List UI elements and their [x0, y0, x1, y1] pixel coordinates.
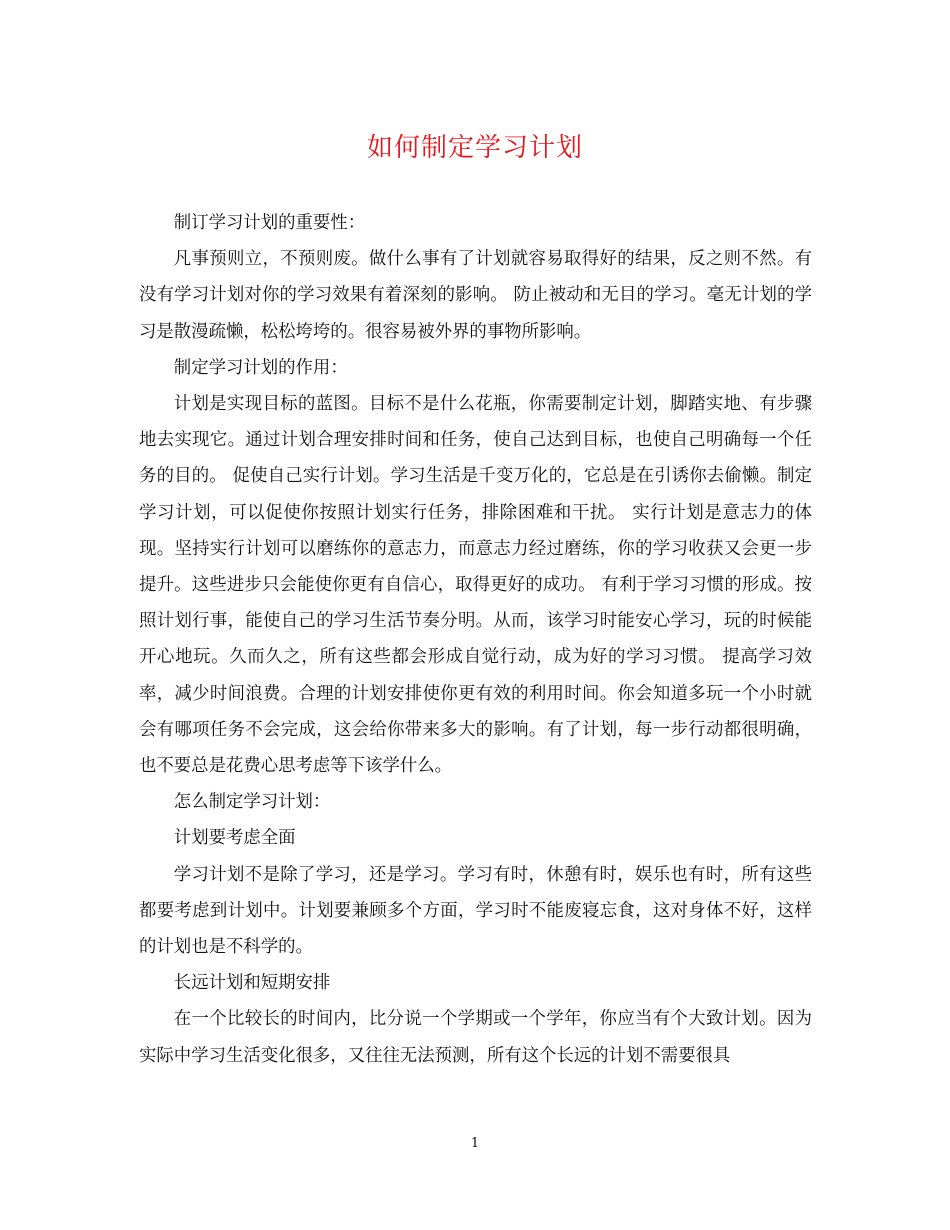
document-title: 如何制定学习计划: [366, 133, 583, 163]
paragraph-heading-function: 制定学习计划的作用：: [173, 357, 348, 378]
paragraph: 学习计划不是除了学习，还是学习。学习有时，休憩有时，娱乐也有时，所有这些都要考虑到计划中。计划要兼顾多个方面，学习时不能废寝忘食，这对身体不好，这样的计划也是不科学的。: [139, 864, 812, 958]
document-body: [139, 205, 812, 1074]
paragraph-heading-importance: 制订学习计划的重要性：: [173, 213, 366, 233]
paragraph: 计划是实现目标的蓝图。目标不是什么花瓶，你需要制定计划，脚踏实地、有步骤地去实现它。通过计划合理安排时间和任务，使自己达到目标，也使自己明确每一个任务的目的。 促使自己实行计划。学习生活是千变万化的，它总是在引诱你去偷懒。制定学习计划，可以促使你按照计划实行任务，排除困难和干扰。 实行计划是意志力的体现。坚持实行计划可以磨练你的意志力，而意志力经过磨练，你的学习收获又会更一步提升。这些进步只会能使你更有自信心，取得更好的成功。 有利于学习习惯的形成。按照计划行事，能使自己的学习生活节奏分明。从而，该学习时能安心学习，玩的时候能开心地玩。久而久之，所有这些都会形成自觉行动，成为好的学习习惯。 提高学习效率，减少时间浪费。合理的计划安排使你更有效的利用时间。你会知道多玩一个小时就会有哪项任务不会完成，这会给你带来多大的影响。有了计划，每一步行动都很明确，也不要总是花费心思考虑等下该学什么。: [139, 394, 812, 777]
paragraph-heading-how-to: 怎么制定学习计划：: [173, 792, 331, 813]
paragraph: 凡事预则立，不预则废。做什么事有了计划就容易取得好的结果，反之则不然。有没有学习计划对你的学习效果有着深刻的影响。 防止被动和无目的学习。毫无计划的学习是散漫疏懒，松松垮垮的。很容易被外界的事物所影响。: [139, 249, 812, 342]
page-number: 1: [470, 1136, 480, 1151]
paragraph-subheading: 计划要考虑全面: [173, 828, 296, 849]
paragraph: 在一个比较长的时间内，比分说一个学期或一个学年，你应当有个大致计划。因为实际中学习生活变化很多，又往往无法预测，所有这个长远的计划不需要很具: [139, 1009, 812, 1066]
paragraph-subheading: 长远计划和短期安排: [173, 973, 331, 994]
